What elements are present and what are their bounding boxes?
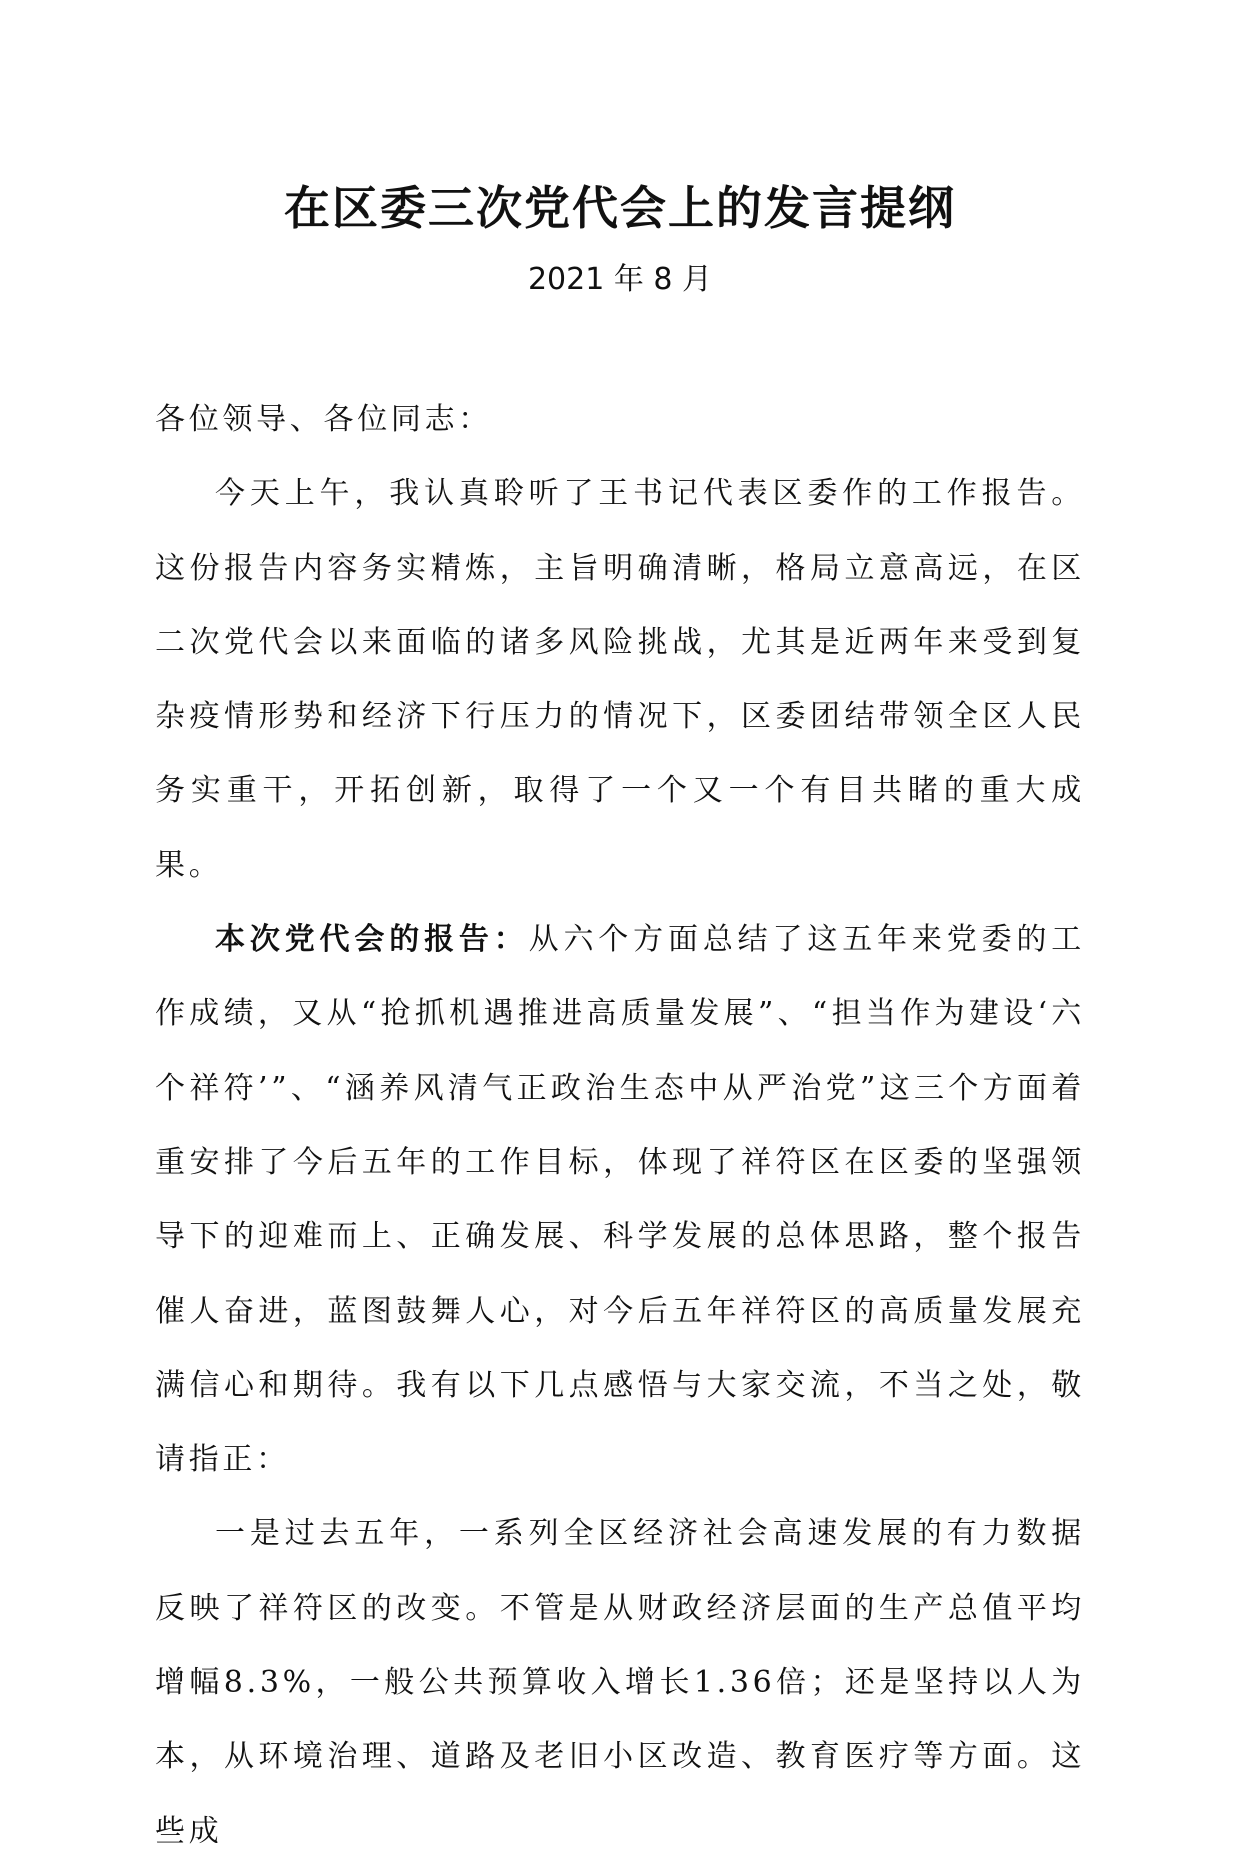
document-body <box>155 383 1085 1869</box>
paragraph-report-summary <box>155 903 1085 1497</box>
paragraph-report-text: 从六个方面总结了这五年来党委的工作成绩，又从“抢抓机遇推进高质量发展”、“担当作为建设‘六个祥符’”、“涵养风清气正政治生态中从严治党”这三个方面着重安排了今后五年的工作目标，体现了祥符区在区委的坚强领导下的迎难而上、正确发展、科学发展的总体思路，整个报告催人奋进，蓝图鼓舞人心，对今后五年祥符区的高质量发展充满信心和期待。我有以下几点感悟与大家交流，不当之处，敬请指正： <box>155 922 1085 1478</box>
paragraph-lead: 本次党代会的报告： <box>215 922 529 958</box>
paragraph-opening: 今天上午，我认真聆听了王书记代表区委作的工作报告。这份报告内容务实精炼，主旨明确清晰，格局立意高远，在区二次党代会以来面临的诸多风险挑战，尤其是近两年来受到复杂疫情形势和经济下行压力的情况下，区委团结带领全区人民务实重干，开拓创新，取得了一个又一个有目共睹的重大成果。 <box>155 476 1085 883</box>
document-title: 在区委三次党代会上的发言提纲 <box>284 181 956 235</box>
salutation: 各位领导、各位同志： <box>155 402 492 437</box>
paragraph-point-one: 一是过去五年，一系列全区经济社会高速发展的有力数据反映了祥符区的改变。不管是从财政经济层面的生产总值平均增幅8.3%，一般公共预算收入增长1.36倍；还是坚持以人为本，从环境治理、道路及老旧小区改造、教育医疗等方面。这些成 <box>155 1516 1085 1849</box>
document-date: 2021 年 8 月 <box>527 262 713 297</box>
